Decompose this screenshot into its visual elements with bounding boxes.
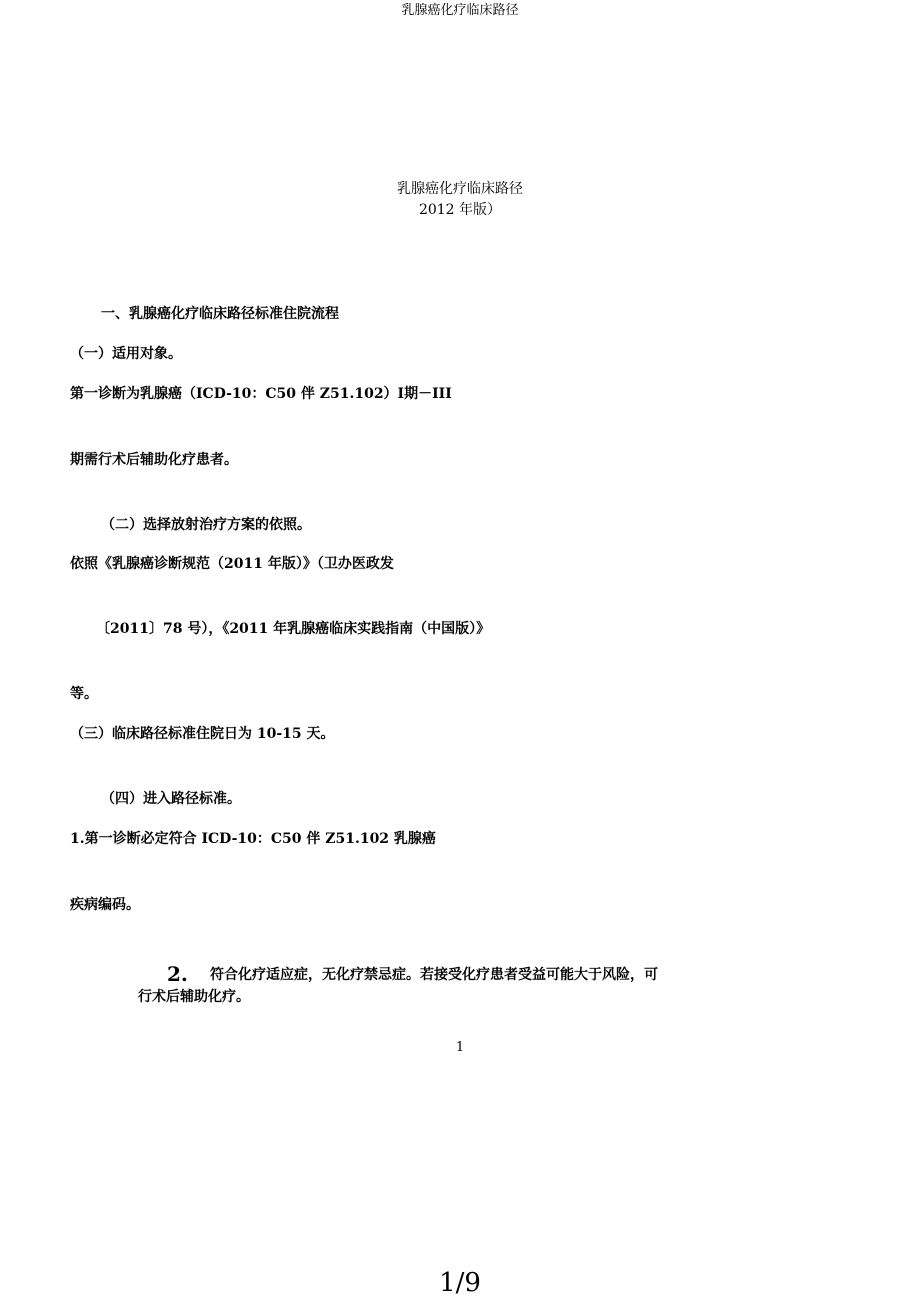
document-title: 乳腺癌化疗临床路径 (397, 181, 523, 197)
running-header: 乳腺癌化疗临床路径 (401, 3, 519, 18)
subsection-1-text-line-2: 期需行术后辅助化疗患者。 (70, 452, 238, 468)
section-heading: 一、乳腺癌化疗临床路径标准住院流程 (101, 306, 339, 322)
subsection-2-heading: （二）选择放射治疗方案的依照。 (101, 517, 311, 533)
page-indicator: 1/9 (439, 1268, 481, 1298)
subsection-1-heading: （一）适用对象。 (70, 346, 182, 362)
subsection-4-heading: （四）进入路径标准。 (101, 791, 241, 807)
subsection-2-text-line-3: 等。 (70, 686, 98, 702)
item-1-text-line-1: 1.第一诊断必定符合 ICD-10：C50 伴 Z51.102 乳腺癌 (70, 831, 436, 847)
subsection-1-text-line-1: 第一诊断为乳腺癌（ICD-10：C50 伴 Z51.102）Ⅰ期－III (70, 386, 452, 402)
item-1-text-line-2: 疾病编码。 (70, 897, 140, 913)
document-edition: 2012 年版） (418, 202, 502, 218)
item-2-number: 2. (167, 962, 188, 986)
item-2-text-line-2: 行术后辅助化疗。 (138, 989, 250, 1005)
subsection-3-heading: （三）临床路径标准住院日为 10-15 天。 (70, 726, 335, 742)
subsection-2-text-line-2: 〔2011〕78 号），《2011 年乳腺癌临床实践指南（中国版）》 (96, 621, 491, 637)
item-2-text-line-1: 符合化疗适应症，无化疗禁忌症。若接受化疗患者受益可能大于风险，可 (210, 967, 658, 983)
page-number: 1 (455, 1040, 465, 1055)
subsection-2-text-line-1: 依照《乳腺癌诊断规范（2011 年版）》（卫办医政发 (70, 556, 394, 572)
